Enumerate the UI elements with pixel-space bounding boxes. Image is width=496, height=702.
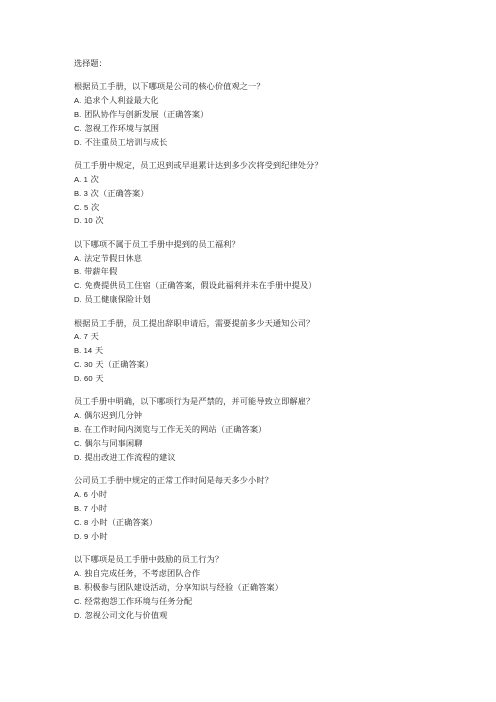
option-key: B. (74, 425, 82, 435)
option-key: C. 30 (74, 360, 93, 370)
option-key: D. (74, 610, 82, 620)
option-a (74, 488, 474, 502)
option-a (74, 409, 474, 423)
option-key: A. 6 (74, 490, 88, 500)
section-heading: 选择题： (74, 58, 107, 68)
option-b (74, 265, 474, 279)
option-text: 天（正确答案） (92, 359, 154, 370)
option-b (74, 187, 474, 201)
option-text: 追求个人利益最大化 (81, 94, 159, 105)
option-key: A. 7 (74, 332, 88, 342)
question-3 (74, 238, 474, 307)
option-key: C. 8 (74, 517, 89, 527)
option-text: 经常抱怨工作环境与任务分配 (81, 595, 193, 606)
option-key: A. (74, 95, 82, 105)
option-a (74, 252, 474, 266)
option-text: 次 (88, 201, 100, 212)
question-1 (74, 80, 474, 149)
option-key: C. 5 (74, 202, 89, 212)
option-c (74, 358, 474, 372)
option-c (74, 279, 474, 293)
option-text: 天 (92, 345, 104, 356)
question-5 (74, 395, 474, 464)
option-text: 免费提供员工住宿（正确答案，假设此福利并未在手册中提及） (81, 280, 317, 291)
option-d (74, 609, 474, 623)
option-d (74, 214, 474, 228)
option-c (74, 201, 474, 215)
option-text: 忽视工作环境与氛围 (81, 122, 160, 133)
option-a (74, 94, 474, 108)
option-text: 忽视公司文化与价值观 (81, 609, 168, 620)
option-key: C. (74, 439, 82, 449)
option-key: B. (74, 582, 82, 592)
question-text: 以下哪项不属于员工手册中提到的员工福利？ (74, 238, 240, 249)
option-text: 员工健康保险计划 (81, 294, 151, 305)
option-key: D. (74, 295, 82, 305)
option-a (74, 567, 474, 581)
option-c (74, 516, 474, 530)
option-text: 团队协作与创新发展（正确答案） (81, 108, 209, 119)
option-b (74, 502, 474, 516)
option-b (74, 108, 474, 122)
question-text: 公司员工手册中规定的正常工作时间是每天多少小时？ (74, 475, 273, 486)
question-text: 根据员工手册，员工提出辞职申请后，需要提前多少天通知公司？ (74, 317, 315, 328)
option-a (74, 330, 474, 344)
option-key: D. (74, 452, 82, 462)
option-text: 小时 (87, 502, 108, 513)
option-text: 偶尔迟到几分钟 (81, 410, 143, 421)
option-key: A. (74, 568, 82, 578)
option-key: A. (74, 253, 82, 263)
option-key: D. 60 (74, 374, 93, 384)
question-text: 根据员工手册，以下哪项是公司的核心价值观之一？ (74, 80, 265, 91)
option-text: 天 (87, 331, 99, 342)
option-key: D. 9 (74, 531, 89, 541)
option-text: 提出改进工作流程的建议 (81, 451, 176, 462)
option-text: 偶尔与同事闲聊 (81, 438, 143, 449)
option-text: 天 (92, 373, 104, 384)
option-text: 次 (87, 173, 99, 184)
option-key: B. (74, 109, 82, 119)
option-text: 小时 (88, 530, 108, 541)
option-key: C. (74, 596, 82, 606)
option-c (74, 595, 474, 609)
option-text: 法定节假日休息 (81, 252, 143, 263)
question-7 (74, 553, 474, 622)
option-text: 带薪年假 (81, 266, 118, 277)
option-c (74, 437, 474, 451)
option-d (74, 530, 474, 544)
option-text: 独自完成任务，不考虑团队合作 (81, 567, 201, 578)
option-key: C. (74, 123, 82, 133)
option-text: 次（正确答案） (87, 187, 149, 198)
option-b (74, 423, 474, 437)
option-text: 小时（正确答案） (88, 516, 158, 527)
option-key: B. 3 (74, 188, 88, 198)
option-key: A. (74, 411, 82, 421)
option-a (74, 173, 474, 187)
option-d (74, 136, 474, 150)
option-text: 小时 (87, 489, 108, 500)
option-d (74, 372, 474, 386)
question-6 (74, 474, 474, 543)
option-key: B. (74, 267, 82, 277)
option-key: C. (74, 281, 82, 291)
option-key: D. (74, 137, 82, 147)
option-text: 不注重员工培训与成长 (81, 136, 168, 147)
document-page (74, 56, 474, 632)
option-d (74, 451, 474, 465)
option-b (74, 581, 474, 595)
question-text: 员工手册中明确，以下哪项行为是严禁的，并可能导致立即解雇？ (74, 396, 315, 407)
question-text: 员工手册中规定，员工迟到或早退累计达到多少次将受到纪律处分？ (74, 159, 323, 170)
option-text: 在工作时间内浏览与工作无关的网站（正确答案） (81, 424, 267, 435)
question-text: 以下哪项是员工手册中鼓励的员工行为？ (74, 554, 224, 565)
option-text: 次 (92, 215, 104, 226)
question-2 (74, 159, 474, 228)
option-text: 积极参与团队建设活动，分享知识与经验（正确答案） (81, 581, 283, 592)
option-b (74, 344, 474, 358)
option-key: D. 10 (74, 216, 93, 226)
option-c (74, 122, 474, 136)
option-key: A. 1 (74, 174, 88, 184)
question-4 (74, 317, 474, 386)
option-key: B. 7 (74, 503, 88, 513)
option-d (74, 293, 474, 307)
option-key: B. 14 (74, 346, 93, 356)
